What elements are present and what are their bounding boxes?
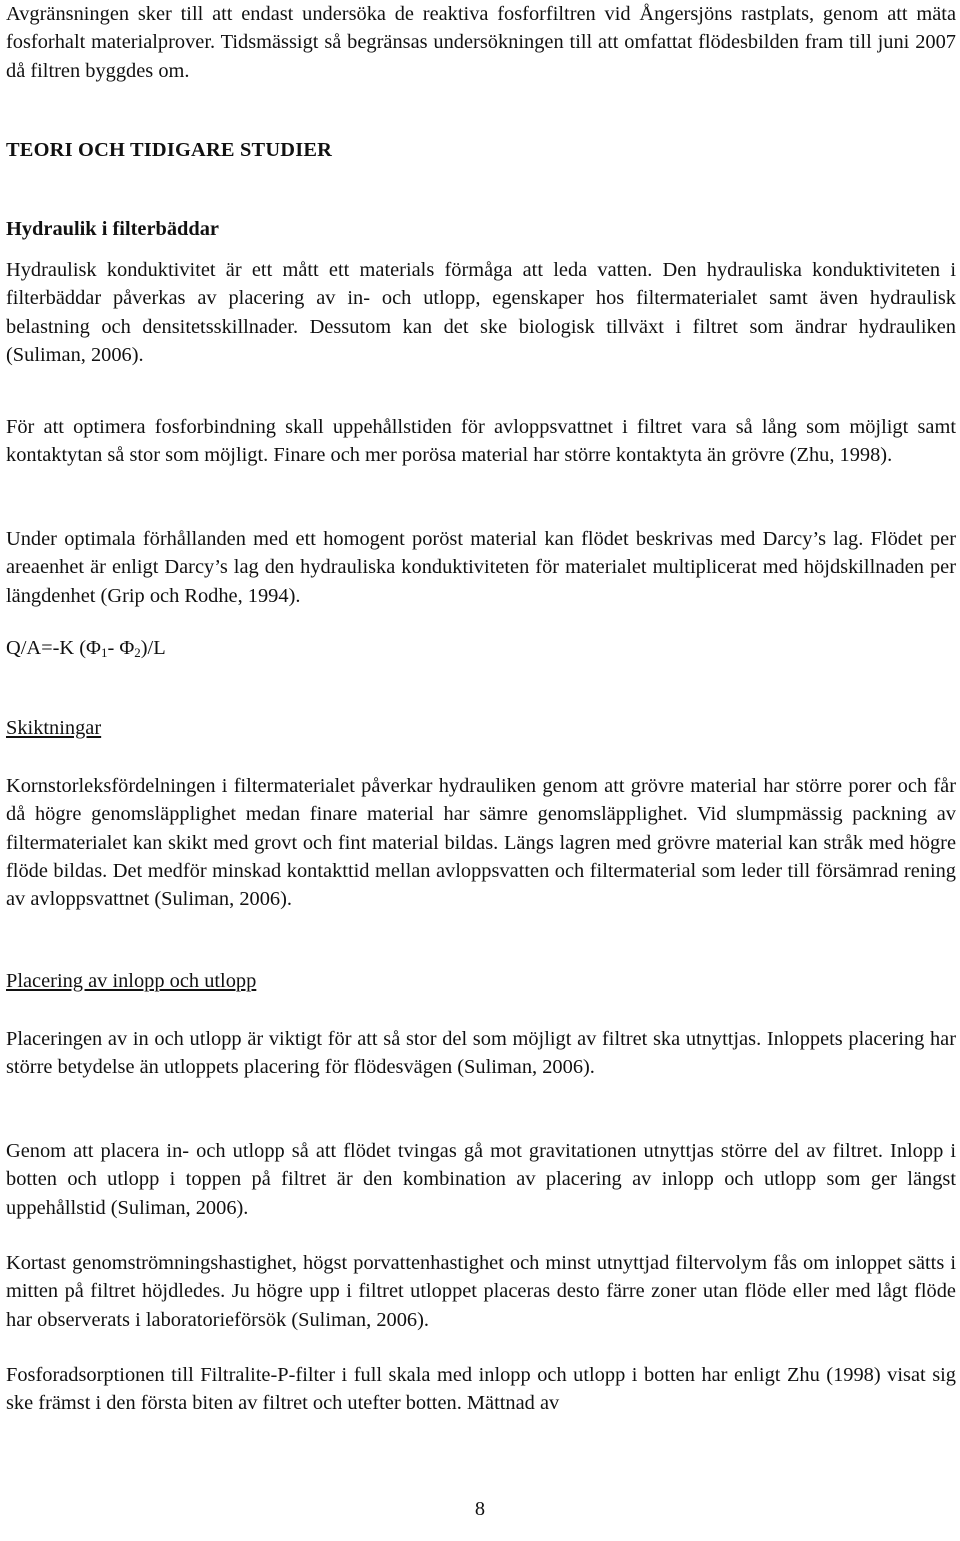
hydraulik-paragraph-2: För att optimera fosforbindning skall uppehållstiden för avloppsvattnet i filtret vara så lång som möjligt samt kontaktytan så stor som möjligt. Finare och mer porösa material har större kontaktyta än grövre (Zhu, 1998). xyxy=(6,416,956,467)
formula-prefix: Q/A=-K (Φ xyxy=(6,637,101,659)
formula-subscript-1: 1 xyxy=(100,645,108,660)
intro-paragraph: Avgränsningen sker till att endast undersöka de reaktiva fosforfiltren vid Ångersjöns rastplats, genom att mäta fosforhalt materialprover. Tidsmässigt så begränsas undersökningen till att omfattat flödesbilden fram till juni 2007 då filtren byggdes om. xyxy=(6,3,956,82)
placering-paragraph-1: Placeringen av in och utlopp är viktigt för att så stor del som möjligt av filtret ska utnyttjas. Inloppets placering har större betydelse än utloppets placering för flödesvägen (Suliman, 2006). xyxy=(6,1028,956,1079)
formula-subscript-2: 2 xyxy=(134,645,141,660)
section-title: TEORI OCH TIDIGARE STUDIER xyxy=(6,139,333,161)
hydraulik-paragraph-3: Under optimala förhållanden med ett homogent poröst material kan flödet beskrivas med Darcy’s lag. Flödet per areaenhet är enligt Darcy’s lag den hydrauliska konduktiviteten för materialet multiplicerat med höjdskillnaden per längdenhet (Grip och Rodhe, 1994). xyxy=(6,528,956,607)
darcy-formula xyxy=(6,637,956,661)
placering-paragraph-2: Genom att placera in- och utlopp så att flödet tvingas gå mot gravitationen utnyttjas större del av filtret. Inlopp i botten och utlopp i toppen på filtret är den kombination av placering av inlopp och utlopp som ger längst uppehållstid (Suliman, 2006). xyxy=(6,1140,956,1219)
skiktningar-paragraph: Kornstorleksfördelningen i filtermaterialet påverkar hydrauliken genom att grövre material har större porer och får då högre genomsläpplighet medan finare material har sämre genomsläpplighet. Vid slumpmässig packning av filtermaterialet kan skikt med grovt och fint material bildas. Längs lagren med grövre material kan stråk med högre flöde bildas. Det medför minskad kontakttid mellan avloppsvatten och filtermaterial som leder till försämrad rening av avloppsvattnet (Suliman, 2006). xyxy=(6,775,956,911)
placering-paragraph-4: Fosforadsorptionen till Filtralite-P-filter i full skala med inlopp och utlopp i botten har enligt Zhu (1998) visat sig ske främst i den första biten av filtret och utefter botten. Mättnad av xyxy=(6,1364,956,1415)
formula-middle: - Φ xyxy=(107,637,135,659)
page-number: 8 xyxy=(474,1498,486,1520)
formula-suffix: )/L xyxy=(140,637,166,659)
placering-paragraph-3: Kortast genomströmningshastighet, högst porvattenhastighet och minst utnyttjad filtervolym fås om inloppet sätts i mitten på filtret höjdledes. Ju högre upp i filtret utloppet placeras desto färre zoner utan flöde eller med lågt flöde har observerats i laboratorieförsök (Suliman, 2006). xyxy=(6,1252,956,1331)
hydraulik-paragraph-1: Hydraulisk konduktivitet är ett mått ett materials förmåga att leda vatten. Den hydrauliska konduktiviteten i filterbäddar påverkas av placering av in- och utlopp, egenskaper hos filtermaterialet samt även hydraulisk belastning och densitetsskillnader. Dessutom kan det ske biologisk tillväxt i filtret som ändrar hydrauliken (Suliman, 2006). xyxy=(6,259,956,366)
placering-heading: Placering av inlopp och utlopp xyxy=(6,970,257,992)
subsection-title: Hydraulik i filterbäddar xyxy=(6,218,219,240)
skiktningar-heading: Skiktningar xyxy=(6,717,102,739)
